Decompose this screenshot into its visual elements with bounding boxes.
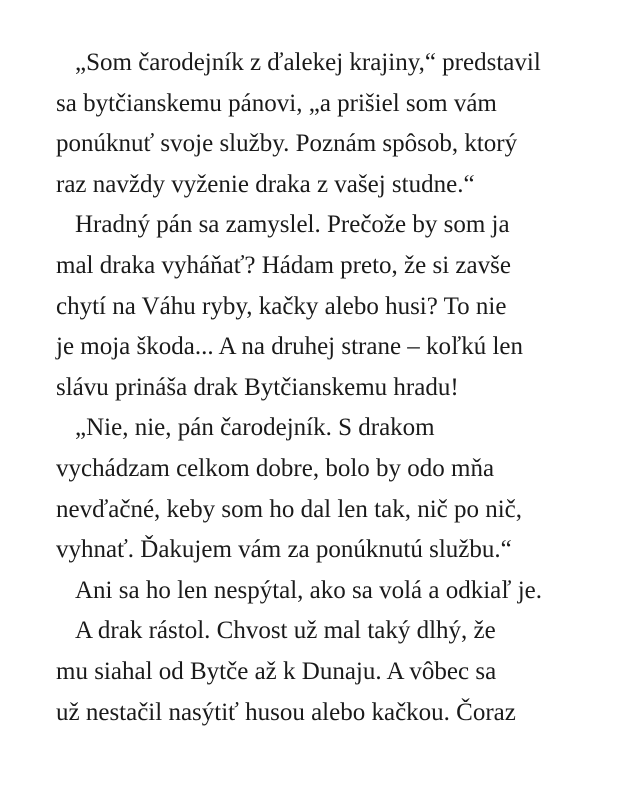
text-line: chytí na Váhu ryby, kačky alebo husi? To nie — [56, 292, 507, 320]
text-line: mu siahal od Bytče až k Dunaju. A vôbec sa — [56, 657, 497, 685]
text-line: vyhnať. Ďakujem vám za ponúknutú službu.“ — [56, 536, 512, 564]
text-line: nevďačné, keby som ho dal len tak, nič po nič, — [56, 495, 523, 523]
text-line: Ani sa ho len nespýtal, ako sa volá a odkiaľ je. — [75, 576, 542, 604]
text-line: mal draka vyháňať? Hádam preto, že si zavše — [56, 251, 511, 279]
body-text — [56, 43, 616, 733]
text-line: „Som čarodejník z ďalekej krajiny,“ predstavil — [75, 49, 541, 76]
text-line: A drak rástol. Chvost už mal taký dlhý, že — [75, 617, 496, 645]
text-line: sa bytčianskemu pánovi, „a prišiel som vám — [56, 89, 497, 117]
text-line: Hradný pán sa zamyslel. Prečože by som ja — [75, 211, 510, 239]
text-line: raz navždy vyženie draka z vašej studne.“ — [56, 170, 475, 198]
text-line: je moja škoda... A na druhej strane – koľkú len — [56, 333, 524, 361]
text-line: slávu prináša drak Bytčianskemu hradu! — [56, 373, 459, 401]
text-line: „Nie, nie, pán čarodejník. S drakom — [75, 414, 435, 442]
text-line: vychádzam celkom dobre, bolo by odo mňa — [56, 454, 495, 482]
text-line: už nestačil nasýtiť husou alebo kačkou. Čoraz — [56, 698, 516, 726]
text-line: ponúknuť svoje služby. Poznám spôsob, ktorý — [56, 130, 518, 158]
